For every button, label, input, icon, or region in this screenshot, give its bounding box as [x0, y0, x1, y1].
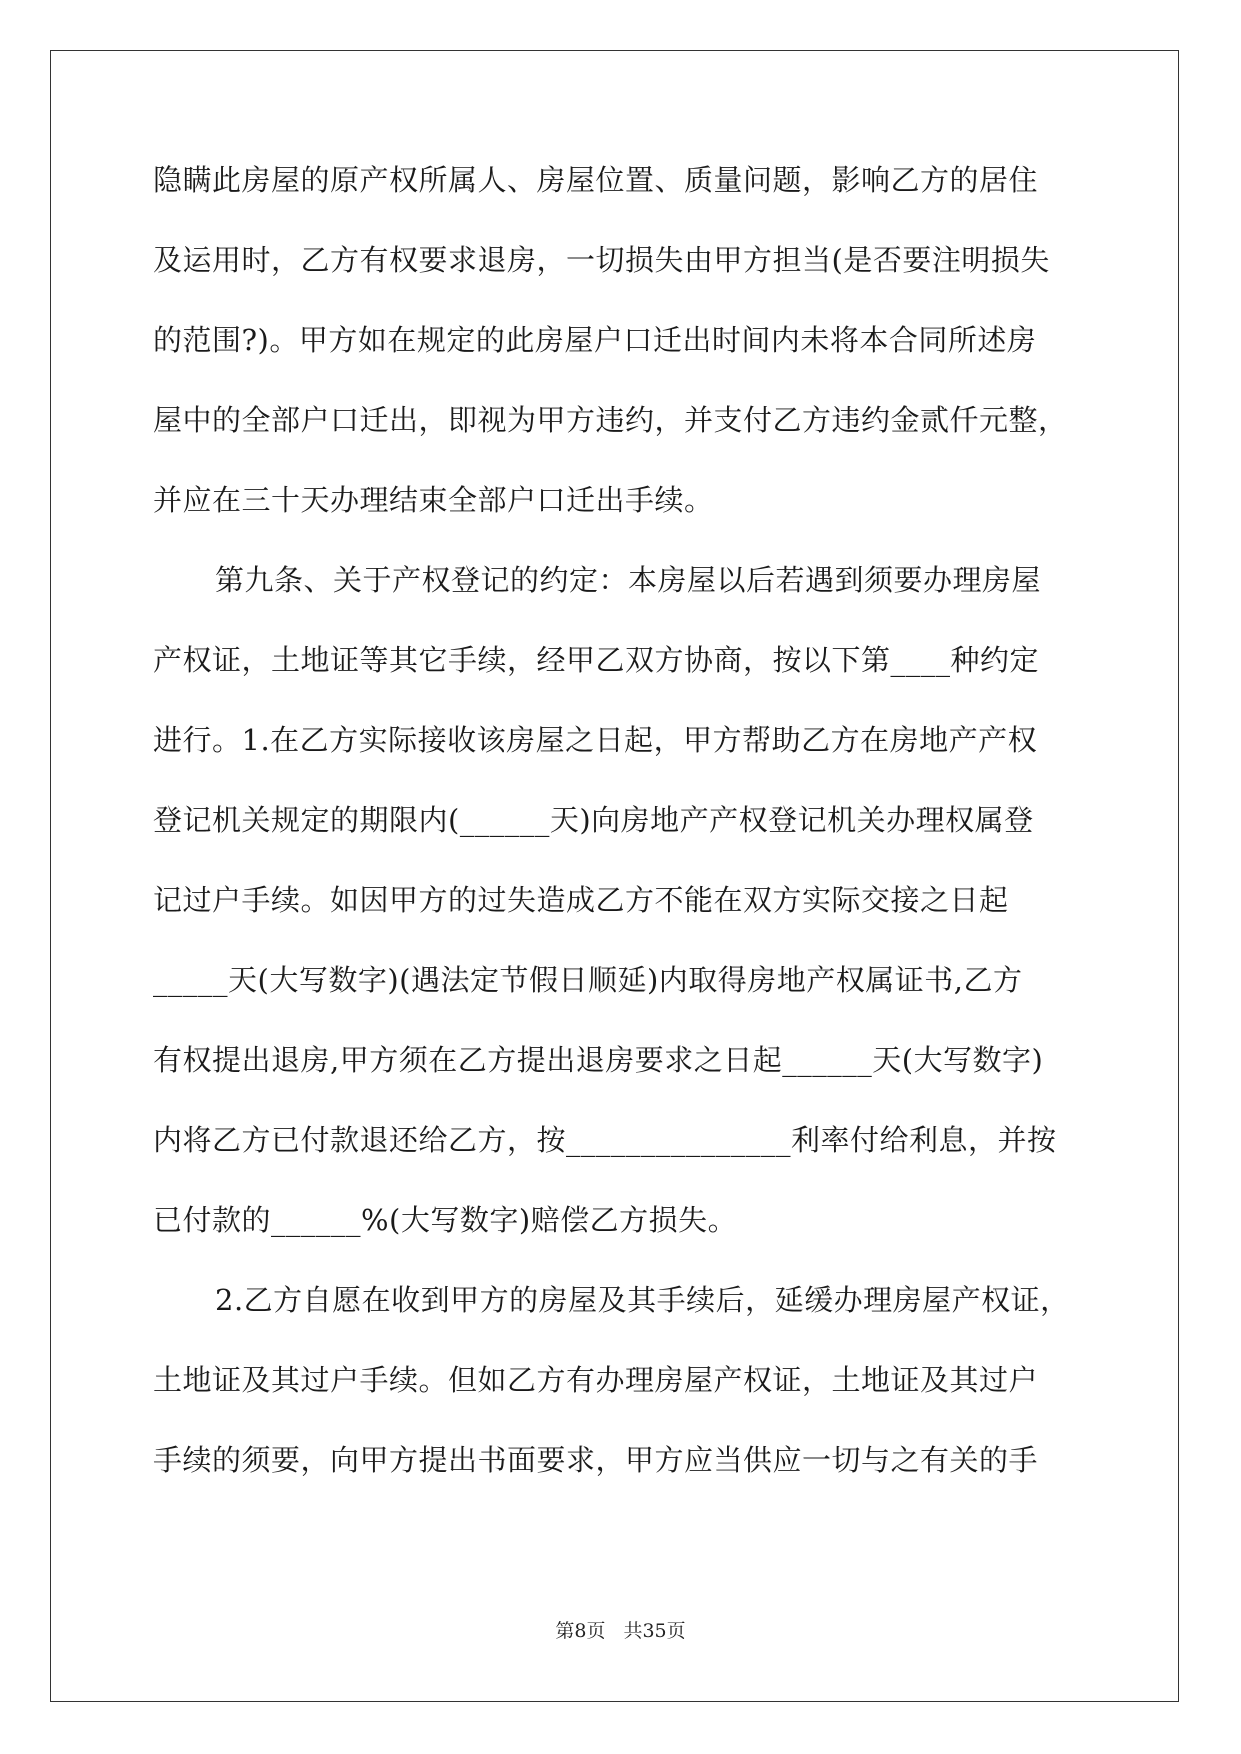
- text-line: 登记机关规定的期限内(______天)向房地产产权登记机关办理权属登: [153, 803, 1034, 837]
- text-line: 进行。1.在乙方实际接收该房屋之日起，甲方帮助乙方在房地产产权: [153, 723, 1038, 757]
- text-line: 已付款的______%(大写数字)赔偿乙方损失。: [153, 1203, 738, 1237]
- text-line: 第九条、关于产权登记的约定：本房屋以后若遇到须要办理房屋: [215, 563, 1042, 597]
- text-line: 手续的须要，向甲方提出书面要求，甲方应当供应一切与之有关的手: [153, 1443, 1039, 1477]
- page-number: 第8页: [555, 1620, 606, 1642]
- text-line: 有权提出退房,甲方须在乙方提出退房要求之日起______天(大写数字): [153, 1043, 1044, 1077]
- text-line: 2.乙方自愿在收到甲方的房屋及其手续后，延缓办理房屋产权证，: [215, 1283, 1070, 1317]
- document-body: [153, 163, 1088, 1526]
- text-line: 隐瞒此房屋的原产权所属人、房屋位置、质量问题，影响乙方的居住: [153, 163, 1039, 197]
- text-line: _____天(大写数字)(遇法定节假日顺延)内取得房地产权属证书,乙方: [153, 963, 1023, 997]
- text-line: 产权证，土地证等其它手续，经甲乙双方协商，按以下第____种约定: [153, 643, 1040, 677]
- text-line: 屋中的全部户口迁出，即视为甲方违约，并支付乙方违约金贰仟元整，: [153, 403, 1068, 437]
- text-line: 并应在三十天办理结束全部户口迁出手续。: [153, 483, 714, 517]
- text-line: 土地证及其过户手续。但如乙方有办理房屋产权证，土地证及其过户: [153, 1363, 1039, 1397]
- page-total: 共35页: [623, 1620, 686, 1642]
- text-line: 内将乙方已付款退还给乙方，按_______________利率付给利息，并按: [153, 1123, 1057, 1157]
- text-line: 及运用时，乙方有权要求退房，一切损失由甲方担当(是否要注明损失: [153, 243, 1050, 277]
- text-line: 的范围?)。甲方如在规定的此房屋户口迁出时间内未将本合同所述房: [153, 323, 1037, 357]
- text-line: 记过户手续。如因甲方的过失造成乙方不能在双方实际交接之日起: [153, 883, 1009, 917]
- page-footer: [0, 1616, 1241, 1643]
